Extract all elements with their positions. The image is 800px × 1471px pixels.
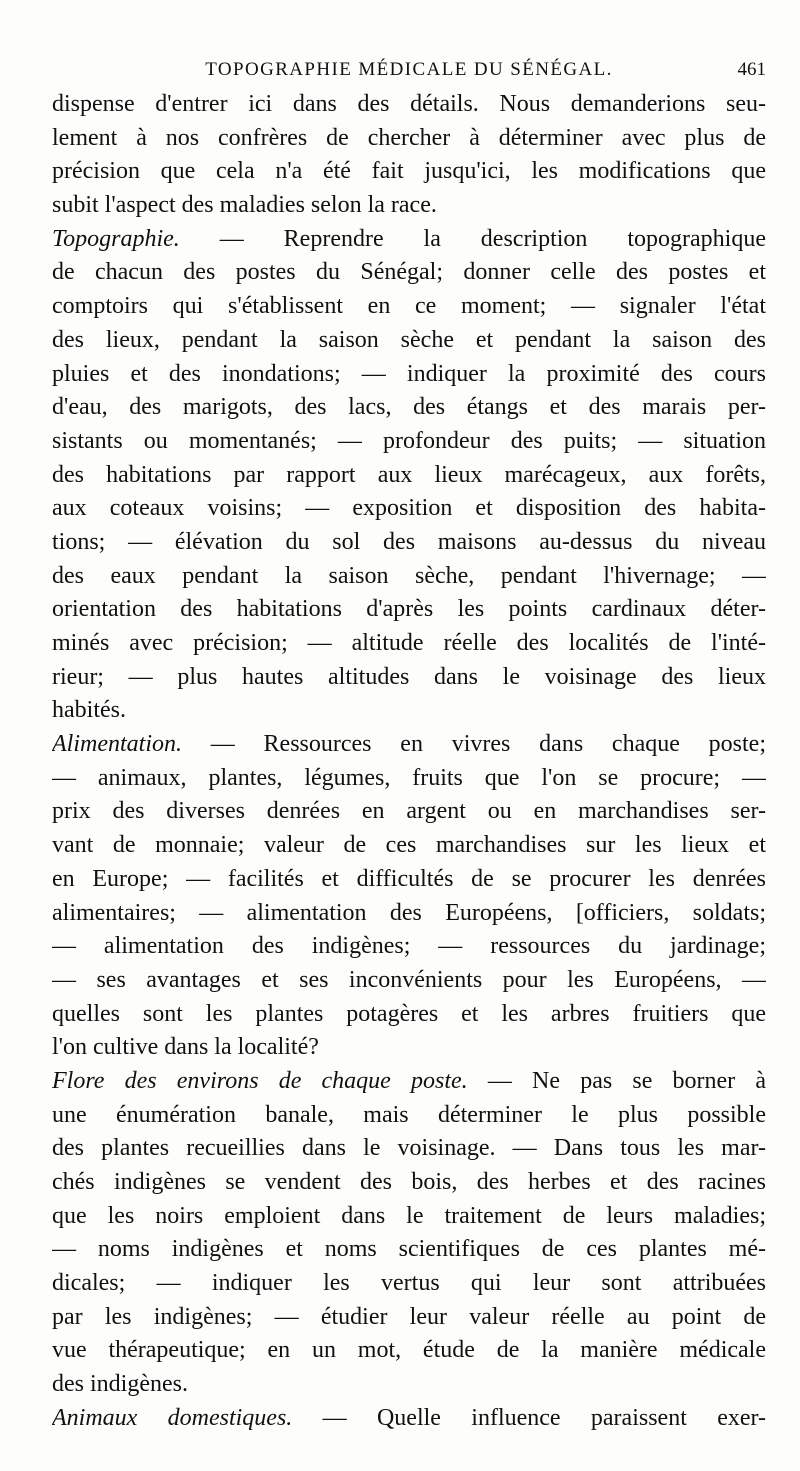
text-line bbox=[52, 863, 766, 897]
line-text: lement à nos confrères de chercher à déterminer avec plus de bbox=[52, 124, 766, 151]
text-line bbox=[52, 762, 766, 796]
line-text: — Ressources en vivres dans chaque poste; bbox=[181, 731, 766, 758]
body-text bbox=[52, 88, 766, 1436]
line-text: une énumération banale, mais déterminer le plus possible bbox=[52, 1101, 766, 1128]
text-line bbox=[52, 1200, 766, 1234]
text-line bbox=[52, 290, 766, 324]
text-line bbox=[52, 122, 766, 156]
line-text: précision que cela n'a été fait jusqu'ici, les modifications que bbox=[52, 158, 766, 185]
line-text: — alimentation des indigènes; — ressources du jardinage; bbox=[52, 933, 766, 960]
text-line bbox=[52, 627, 766, 661]
text-line bbox=[52, 728, 766, 762]
line-text: vue thérapeutique; en un mot, étude de la manière médicale bbox=[52, 1337, 766, 1364]
text-line bbox=[52, 795, 766, 829]
section-heading: Topographie. bbox=[52, 225, 180, 252]
line-text: tions; — élévation du sol des maisons au-dessus du niveau bbox=[52, 528, 766, 555]
text-line bbox=[52, 88, 766, 122]
text-line bbox=[52, 223, 766, 257]
line-text: aux coteaux voisins; — exposition et disposition des habita- bbox=[52, 495, 766, 522]
line-text: chés indigènes se vendent des bois, des herbes et des racines bbox=[52, 1169, 766, 1195]
text-line bbox=[52, 391, 766, 425]
line-text: d'eau, des marigots, des lacs, des étangs et des marais per- bbox=[52, 394, 766, 421]
line-text: l'on cultive dans la localité? bbox=[52, 1034, 319, 1061]
text-line bbox=[52, 256, 766, 290]
line-text: — animaux, plantes, légumes, fruits que l'on se procure; — bbox=[52, 764, 766, 791]
text-line bbox=[52, 1166, 766, 1200]
line-text: que les noirs emploient dans le traitement de leurs maladies; bbox=[52, 1202, 766, 1229]
line-text: en Europe; — facilités et difficultés de se procurer les denrées bbox=[52, 865, 766, 892]
text-line bbox=[52, 492, 766, 526]
line-text: pluies et des inondations; — indiquer la proximité des cours bbox=[52, 360, 766, 387]
text-line bbox=[52, 1233, 766, 1267]
line-text: des plantes recueillies dans le voisinage. — Dans tous les mar- bbox=[52, 1135, 766, 1162]
text-line bbox=[52, 358, 766, 392]
line-text: orientation des habitations d'après les points cardinaux déter- bbox=[52, 596, 766, 623]
line-text: dicales; — indiquer les vertus qui leur sont attribuées bbox=[52, 1270, 766, 1297]
line-text: des indigènes. bbox=[52, 1371, 188, 1398]
section-heading: Animaux domestiques. bbox=[52, 1404, 293, 1431]
text-line bbox=[52, 1402, 766, 1436]
line-text: prix des diverses denrées en argent ou en marchandises ser- bbox=[52, 798, 766, 825]
section-heading: Flore des environs de chaque poste. bbox=[52, 1067, 468, 1094]
line-text: — Ne pas se borner à bbox=[467, 1067, 766, 1094]
line-text: comptoirs qui s'établissent en ce moment; — signaler l'état bbox=[52, 293, 766, 320]
line-text: — Quelle influence paraissent exer- bbox=[292, 1404, 766, 1431]
text-line bbox=[52, 1099, 766, 1133]
text-line bbox=[52, 324, 766, 358]
text-line bbox=[52, 189, 766, 223]
text-line bbox=[52, 560, 766, 594]
text-line bbox=[52, 1031, 766, 1065]
line-text: subit l'aspect des maladies selon la race. bbox=[52, 192, 437, 219]
text-line bbox=[52, 593, 766, 627]
text-line bbox=[52, 1132, 766, 1166]
line-text: sistants ou momentanés; — profondeur des puits; — situation bbox=[52, 427, 766, 454]
page-number: 461 bbox=[737, 59, 766, 80]
line-text: — ses avantages et ses inconvénients pour les Européens, — bbox=[52, 966, 766, 993]
text-line bbox=[52, 1065, 766, 1099]
line-text: vant de monnaie; valeur de ces marchandises sur les lieux et bbox=[52, 832, 766, 859]
text-line bbox=[52, 425, 766, 459]
line-text: des eaux pendant la saison sèche, pendant l'hivernage; — bbox=[52, 562, 766, 589]
line-text: minés avec précision; — altitude réelle des localités de l'inté- bbox=[52, 630, 766, 656]
running-title: TOPOGRAPHIE MÉDICALE DU SÉNÉGAL. bbox=[205, 59, 613, 80]
line-text: rieur; — plus hautes altitudes dans le voisinage des lieux bbox=[52, 663, 766, 690]
text-line bbox=[52, 155, 766, 189]
text-line bbox=[52, 1334, 766, 1368]
line-text: des habitations par rapport aux lieux marécageux, aux forêts, bbox=[52, 461, 766, 488]
line-text: habités. bbox=[52, 697, 126, 724]
text-line bbox=[52, 964, 766, 998]
line-text: — noms indigènes et noms scientifiques de ces plantes mé- bbox=[52, 1236, 766, 1263]
text-line bbox=[52, 661, 766, 695]
text-line bbox=[52, 1301, 766, 1335]
line-text: quelles sont les plantes potagères et les arbres fruitiers que bbox=[52, 1000, 766, 1027]
text-line bbox=[52, 1267, 766, 1301]
text-line bbox=[52, 1368, 766, 1402]
text-line bbox=[52, 930, 766, 964]
line-text: dispense d'entrer ici dans des détails. Nous demanderions seu- bbox=[52, 91, 766, 117]
text-line bbox=[52, 897, 766, 931]
text-line bbox=[52, 459, 766, 493]
line-text: par les indigènes; — étudier leur valeur réelle au point de bbox=[52, 1303, 766, 1330]
line-text: alimentaires; — alimentation des Européens, [officiers, soldats; bbox=[52, 899, 766, 926]
line-text: de chacun des postes du Sénégal; donner celle des postes et bbox=[52, 259, 766, 286]
text-line bbox=[52, 694, 766, 728]
text-line bbox=[52, 829, 766, 863]
section-heading: Alimentation. bbox=[52, 731, 182, 758]
text-line bbox=[52, 998, 766, 1032]
text-line bbox=[52, 526, 766, 560]
running-head bbox=[52, 56, 766, 84]
line-text: — Reprendre la description topographique bbox=[179, 225, 766, 252]
line-text: des lieux, pendant la saison sèche et pendant la saison des bbox=[52, 326, 766, 353]
